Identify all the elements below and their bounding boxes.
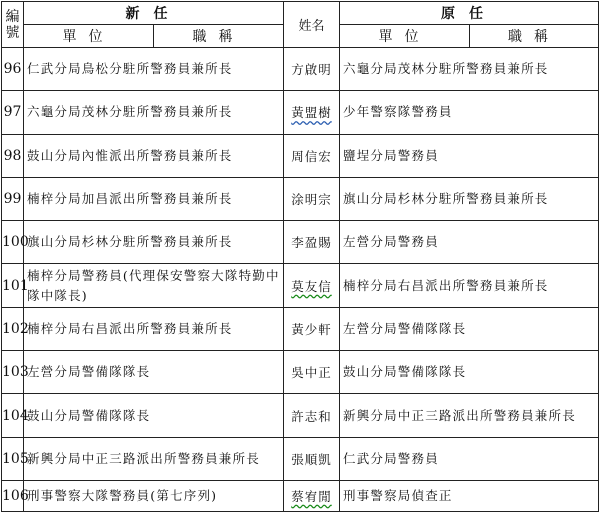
row-number: 99: [2, 177, 24, 220]
table-row: [2, 91, 599, 134]
table-row: [2, 437, 599, 480]
new-post-cell: 左營分局警備隊隊長: [24, 351, 284, 394]
header-old-unit: 單位: [340, 25, 470, 48]
person-name: 張順凱: [284, 437, 340, 480]
person-name-text: 蔡宥閒: [291, 488, 332, 504]
header-old-post: 原任: [340, 2, 599, 25]
person-name: 許志和: [284, 394, 340, 437]
table-row: [2, 264, 599, 307]
header-new-unit: 單位: [24, 25, 154, 48]
person-name: 吳中正: [284, 351, 340, 394]
table-row: [2, 394, 599, 437]
row-number: 105: [2, 437, 24, 480]
person-name: 周信宏: [284, 134, 340, 177]
row-number: 100: [2, 221, 24, 264]
new-post-cell: 鼓山分局警備隊隊長: [24, 394, 284, 437]
person-name: [284, 91, 340, 134]
row-number: 104: [2, 394, 24, 437]
header-new-title: 職稱: [154, 25, 284, 48]
old-post-cell: 六龜分局茂林分駐所警務員兼所長: [340, 48, 599, 91]
table-row: [2, 221, 599, 264]
table-row: [2, 134, 599, 177]
row-number: 97: [2, 91, 24, 134]
old-post-cell: 鼓山分局警備隊隊長: [340, 351, 599, 394]
old-post-cell: 左營分局警備隊隊長: [340, 307, 599, 350]
header-old-title: 職稱: [470, 25, 599, 48]
row-number: 98: [2, 134, 24, 177]
header-name: 姓名: [284, 2, 340, 48]
row-number: 101: [2, 264, 24, 307]
new-post-cell: 楠梓分局右昌派出所警務員兼所長: [24, 307, 284, 350]
person-name: [284, 480, 340, 511]
new-post-cell: 楠梓分局警務員(代理保安警察大隊特勤中隊中隊長): [24, 264, 284, 307]
table-row: [2, 48, 599, 91]
new-post-cell: 新興分局中正三路派出所警務員兼所長: [24, 437, 284, 480]
new-post-cell: 刑事警察大隊警務員(第七序列): [24, 480, 284, 511]
new-post-cell: 鼓山分局內惟派出所警務員兼所長: [24, 134, 284, 177]
new-post-cell: 楠梓分局加昌派出所警務員兼所長: [24, 177, 284, 220]
row-number: 96: [2, 48, 24, 91]
row-number: 106: [2, 480, 24, 511]
old-post-cell: 少年警察隊警務員: [340, 91, 599, 134]
old-post-cell: 新興分局中正三路派出所警務員兼所長: [340, 394, 599, 437]
header-new-post: 新任: [24, 2, 284, 25]
person-name: 方啟明: [284, 48, 340, 91]
old-post-cell: 鹽埕分局警務員: [340, 134, 599, 177]
new-post-cell: 六龜分局茂林分駐所警務員兼所長: [24, 91, 284, 134]
table-row: [2, 307, 599, 350]
old-post-cell: 楠梓分局右昌派出所警務員兼所長: [340, 264, 599, 307]
old-post-cell: 仁武分局警務員: [340, 437, 599, 480]
new-post-cell: 旗山分局杉林分駐所警務員兼所長: [24, 221, 284, 264]
person-name: [284, 264, 340, 307]
person-name-text: 黃盟樹: [291, 105, 332, 121]
personnel-table: [1, 1, 599, 512]
old-post-cell: 左營分局警務員: [340, 221, 599, 264]
person-name: 涂明宗: [284, 177, 340, 220]
row-number: 103: [2, 351, 24, 394]
person-name: 李盈賜: [284, 221, 340, 264]
header-seq: 編 號: [2, 2, 24, 48]
new-post-cell: 仁武分局鳥松分駐所警務員兼所長: [24, 48, 284, 91]
table-row: [2, 177, 599, 220]
table-row: [2, 351, 599, 394]
person-name: 黃少軒: [284, 307, 340, 350]
old-post-cell: 旗山分局杉林分駐所警務員兼所長: [340, 177, 599, 220]
table-row: [2, 480, 599, 511]
person-name-text: 莫友信: [291, 278, 332, 294]
old-post-cell: 刑事警察局偵查正: [340, 480, 599, 511]
row-number: 102: [2, 307, 24, 350]
